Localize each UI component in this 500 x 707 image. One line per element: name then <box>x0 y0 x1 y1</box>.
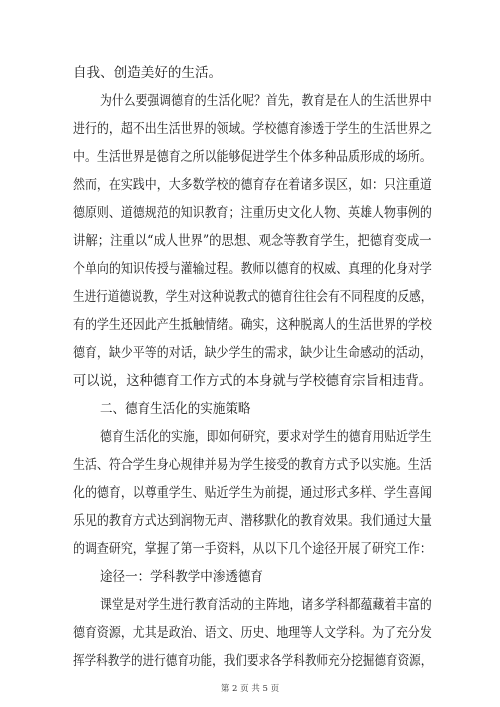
text-line: 德育资源，尤其是政治、语文、历史、地理等人文学科。为了充分发 <box>73 625 432 641</box>
text-line: 讲解；注重以“成人世界”的思想、观念等教育学生，把德育变成一 <box>73 233 432 249</box>
text-line: 可以说，这种德育工作方式的本身就与学校德育宗旨相违背。 <box>73 373 433 389</box>
text-line: 德原则、道德规范的知识教育；注重历史文化人物、英雄人物事例的 <box>73 205 432 221</box>
text-line: 生活、符合学生身心规律并易为学生接受的教育方式予以实施。生活 <box>73 457 432 473</box>
text-line: 有的学生还因此产生抵触情绪。确实，这种脱离人的生活世界的学校 <box>73 317 432 333</box>
text-line: 课堂是对学生进行教育活动的主阵地，诸多学科都蕴藏着丰富的 <box>100 597 432 613</box>
text-line: 进行的，超不出生活世界的领域。学校德育渗透于学生的生活世界之 <box>73 121 432 137</box>
subsection-heading: 途径一：学科教学中渗透德育 <box>100 569 263 585</box>
text-line: 乐见的教育方式达到润物无声、潜移默化的教育效果。我们通过大量 <box>73 513 432 529</box>
section-heading: 二、德育生活化的实施策略 <box>100 401 251 417</box>
page-number: 第 2 页 共 5 页 <box>220 684 280 694</box>
text-line: 自我、创造美好的生活。 <box>73 65 223 81</box>
text-line: 挥学科教学的进行德育功能，我们要求各学科教师充分挖掘德育资源， <box>73 653 433 669</box>
text-line: 德育生活化的实施，即如何研究，要求对学生的德育用贴近学生 <box>100 429 432 445</box>
text-line: 为什么要强调德育的生活化呢？首先，教育是在人的生活世界中 <box>100 93 432 109</box>
text-line: 化的德育，以尊重学生、贴近学生为前提，通过形式多样、学生喜闻 <box>73 485 432 501</box>
text-line: 中。生活世界是德育之所以能够促进学生个体多种品质形成的场所。 <box>73 149 432 165</box>
text-line: 个单向的知识传授与灌输过程。教师以德育的权威、真理的化身对学 <box>73 261 432 277</box>
text-line: 的调查研究，掌握了第一手资料，从以下几个途径开展了研究工作： <box>73 541 432 557</box>
text-line: 德育，缺少平等的对话，缺少学生的需求，缺少让生命感动的活动， <box>73 345 432 361</box>
text-line: 然而，在实践中，大多数学校的德育存在着诸多误区，如：只注重道 <box>73 177 432 193</box>
text-line: 生进行道德说教，学生对这种说教式的德育往往会有不同程度的反感， <box>73 289 433 305</box>
